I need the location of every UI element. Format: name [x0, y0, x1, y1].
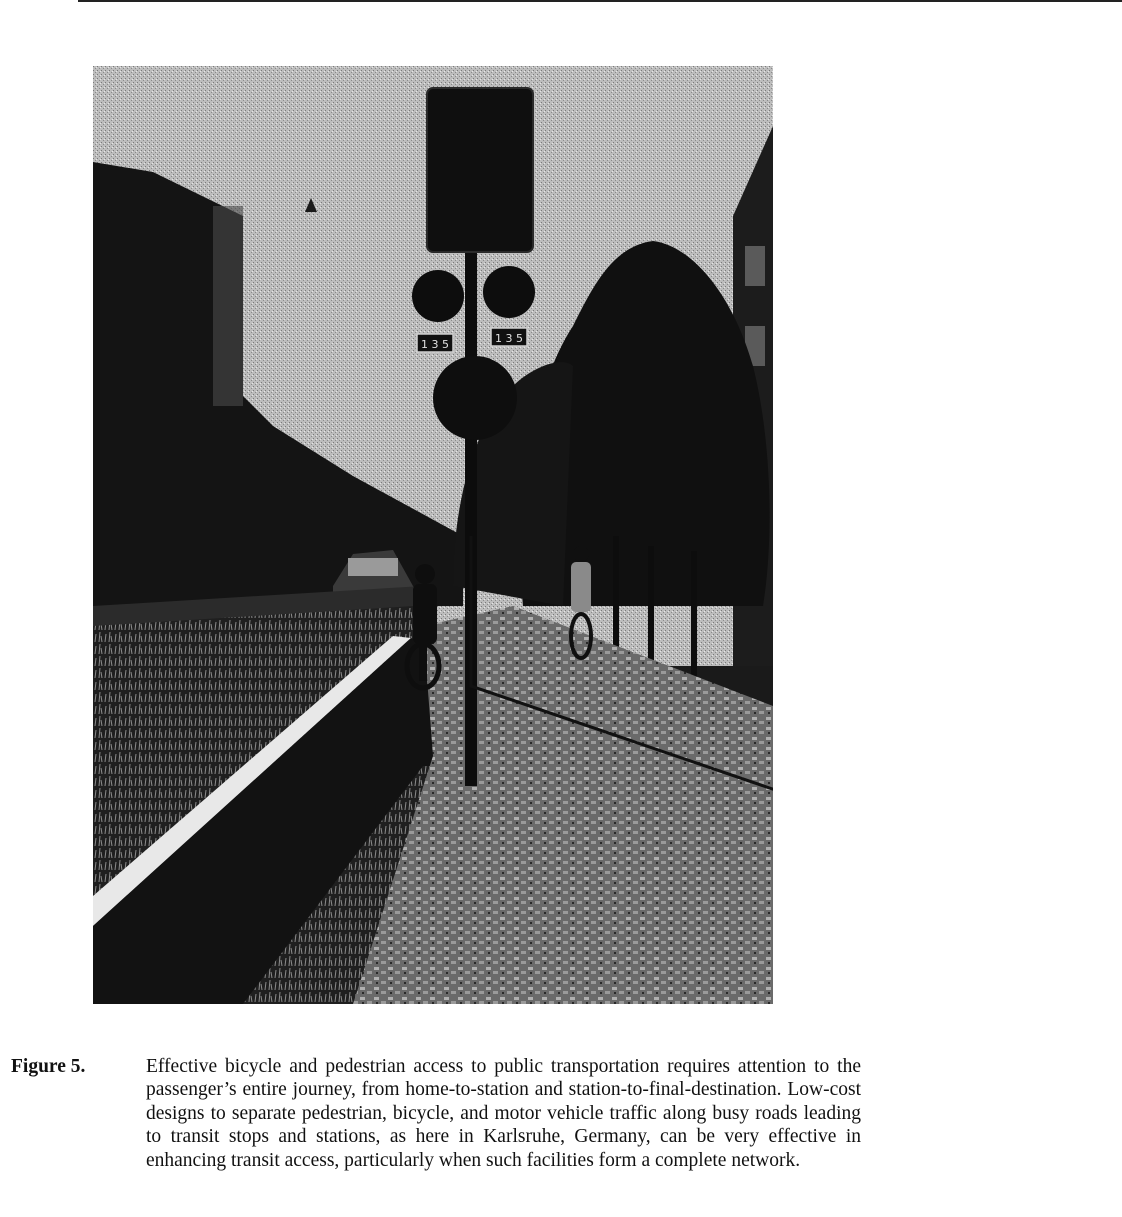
caption-text: Effective bicycle and pedestrian access to public transportation requires attention to the passenger’s entire journey, from home-to-station and station-to-final-destination. Low-cost designs to separate pedestrian, bicycle, and motor vehicle traffic along busy roads leading to transit stops and stations, as here in Karlsruhe, Germany, can be very effective in enhancing transit access, particularly when such facilities form a complete network.: [146, 1056, 861, 1171]
sign-plate-left: 1 3 5: [421, 338, 449, 351]
figure-label: Figure 5.: [11, 1056, 86, 1077]
round-sign-right: [483, 266, 535, 318]
sign-board: [427, 88, 533, 252]
round-sign-lower: [433, 356, 517, 440]
sign-pole: [465, 226, 477, 786]
street-photo: [93, 66, 773, 1004]
round-sign-left: [412, 270, 464, 322]
sign-plate-right: 1 3 5: [495, 332, 523, 345]
header-rule: [78, 0, 1122, 2]
